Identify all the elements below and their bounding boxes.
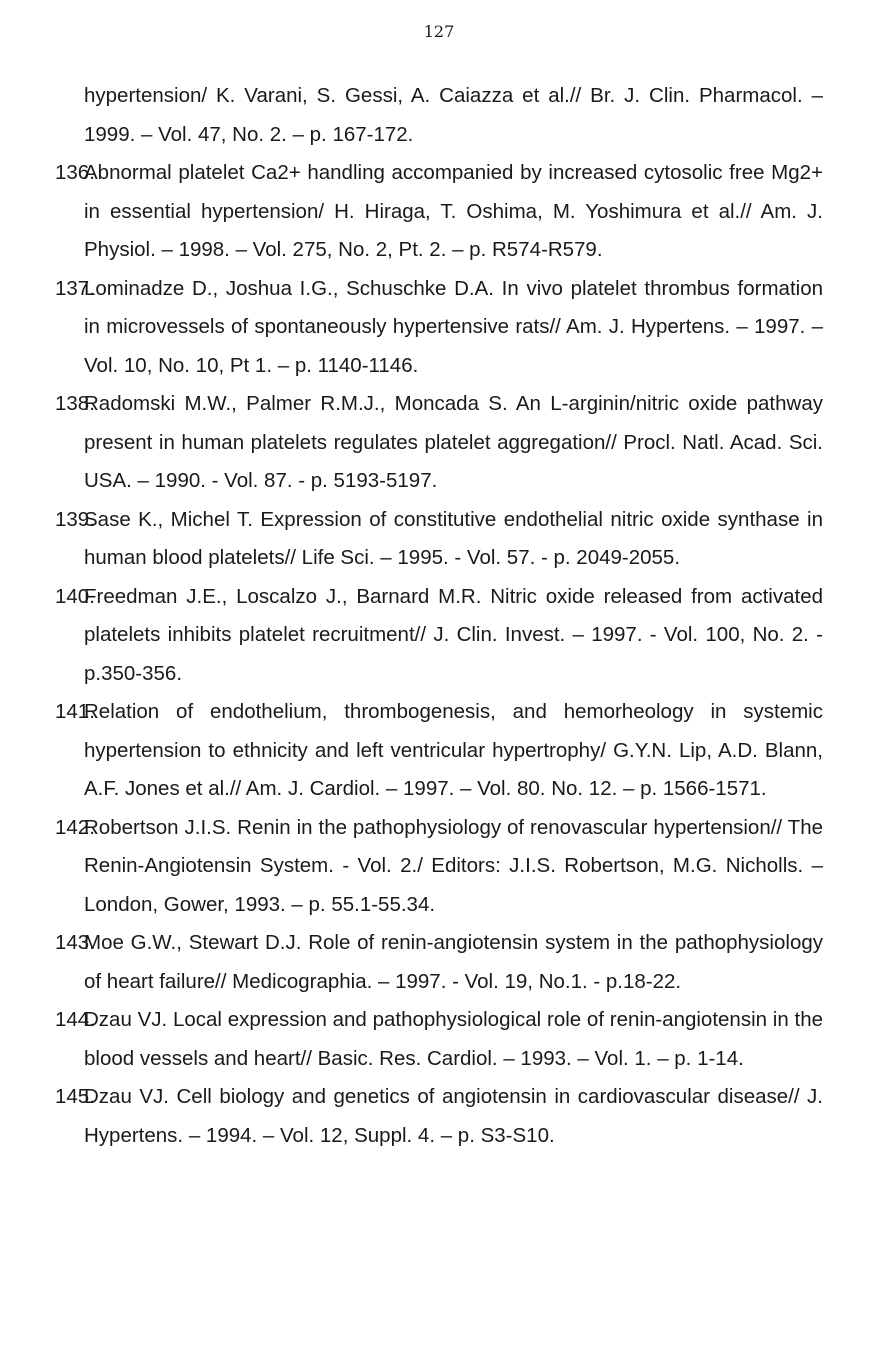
reference-number: 138. [55, 392, 95, 415]
reference-number: 145. [55, 1085, 95, 1108]
reference-text: Dzau VJ. Cell biology and genetics of angiotensin in cardiovascular disease// J. Hypertens. – 1994. – Vol. 12, Suppl. 4. – p. S3-S10. [84, 1085, 823, 1147]
reference-item [55, 501, 823, 578]
reference-item [55, 77, 823, 154]
reference-item [55, 693, 823, 809]
reference-text: Radomski M.W., Palmer R.M.J., Moncada S. An L-arginin/nitric oxide pathway present in human platelets regulates platelet aggregation// Procl. Natl. Acad. Sci. USA. – 1990. - Vol. 87. - p. 5193-5197. [84, 392, 823, 492]
reference-item [55, 809, 823, 925]
reference-text: Freedman J.E., Loscalzo J., Barnard M.R. Nitric oxide released from activated platelets inhibits platelet recruitment// J. Clin. Invest. – 1997. - Vol. 100, No. 2. - p.350-356. [84, 584, 823, 685]
page-number: 127 [423, 22, 455, 41]
reference-item [55, 1001, 823, 1078]
reference-text: Moe G.W., Stewart D.J. Role of renin-angiotensin system in the pathophysiology of heart failure// Medicographia. – 1997. - Vol. 19, No.1. - p.18-22. [84, 931, 823, 993]
reference-text: Robertson J.I.S. Renin in the pathophysiology of renovascular hypertension// The Renin-Angiotensin System. - Vol. 2./ Editors: J.I.S. Robertson, M.G. Nicholls. – London, Gower, 1993. – p. 55.1-55.34. [84, 815, 823, 916]
reference-number: 144. [55, 1008, 95, 1031]
reference-number: 141. [55, 700, 95, 723]
reference-item [55, 385, 823, 501]
reference-number: 137. [55, 276, 95, 300]
reference-text: hypertension/ K. Varani, S. Gessi, A. Caiazza et al.// Br. J. Clin. Pharmacol. – 1999. – Vol. 47, No. 2. – p. 167-172. [84, 84, 823, 146]
reference-item [55, 578, 823, 694]
reference-number: 142. [55, 815, 95, 839]
reference-number: 143. [55, 931, 95, 954]
reference-number: 139. [55, 507, 95, 531]
reference-text: Dzau VJ. Local expression and pathophysiological role of renin-angiotensin in the blood vessels and heart// Basic. Res. Cardiol. – 1993. – Vol. 1. – p. 1-14. [84, 1008, 823, 1070]
reference-number: 140. [55, 584, 95, 608]
reference-text: Lominadze D., Joshua I.G., Schuschke D.A. In vivo platelet thrombus formation in microvessels of spontaneously hypertensive rats// Am. J. Hypertens. – 1997. – Vol. 10, No. 10, Pt 1. – p. 1140-1146. [84, 276, 823, 377]
reference-item [55, 270, 823, 386]
reference-text: Relation of endothelium, thrombogenesis, and hemorheology in systemic hypertension to ethnicity and left ventricular hypertrophy/ G.Y.N. Lip, A.D. Blann, A.F. Jones et al.// Am. J. Cardiol. – 1997. – Vol. 80. No. 12. – p. 1566-1571. [84, 700, 823, 800]
reference-text: Sase K., Michel T. Expression of constitutive endothelial nitric oxide synthase in human blood platelets// Life Sci. – 1995. - Vol. 57. - p. 2049-2055. [84, 507, 823, 569]
reference-item [55, 1078, 823, 1155]
reference-item [55, 154, 823, 270]
reference-item [55, 924, 823, 1001]
reference-text: Abnormal platelet Ca2+ handling accompanied by increased cytosolic free Mg2+ in essential hypertension/ H. Hiraga, T. Oshima, M. Yoshimura et al.// Am. J. Physiol. – 1998. – Vol. 275, No. 2, Pt. 2. – p. R574-R579. [84, 161, 823, 261]
reference-number: 136. [55, 161, 95, 184]
reference-list [55, 77, 823, 1155]
